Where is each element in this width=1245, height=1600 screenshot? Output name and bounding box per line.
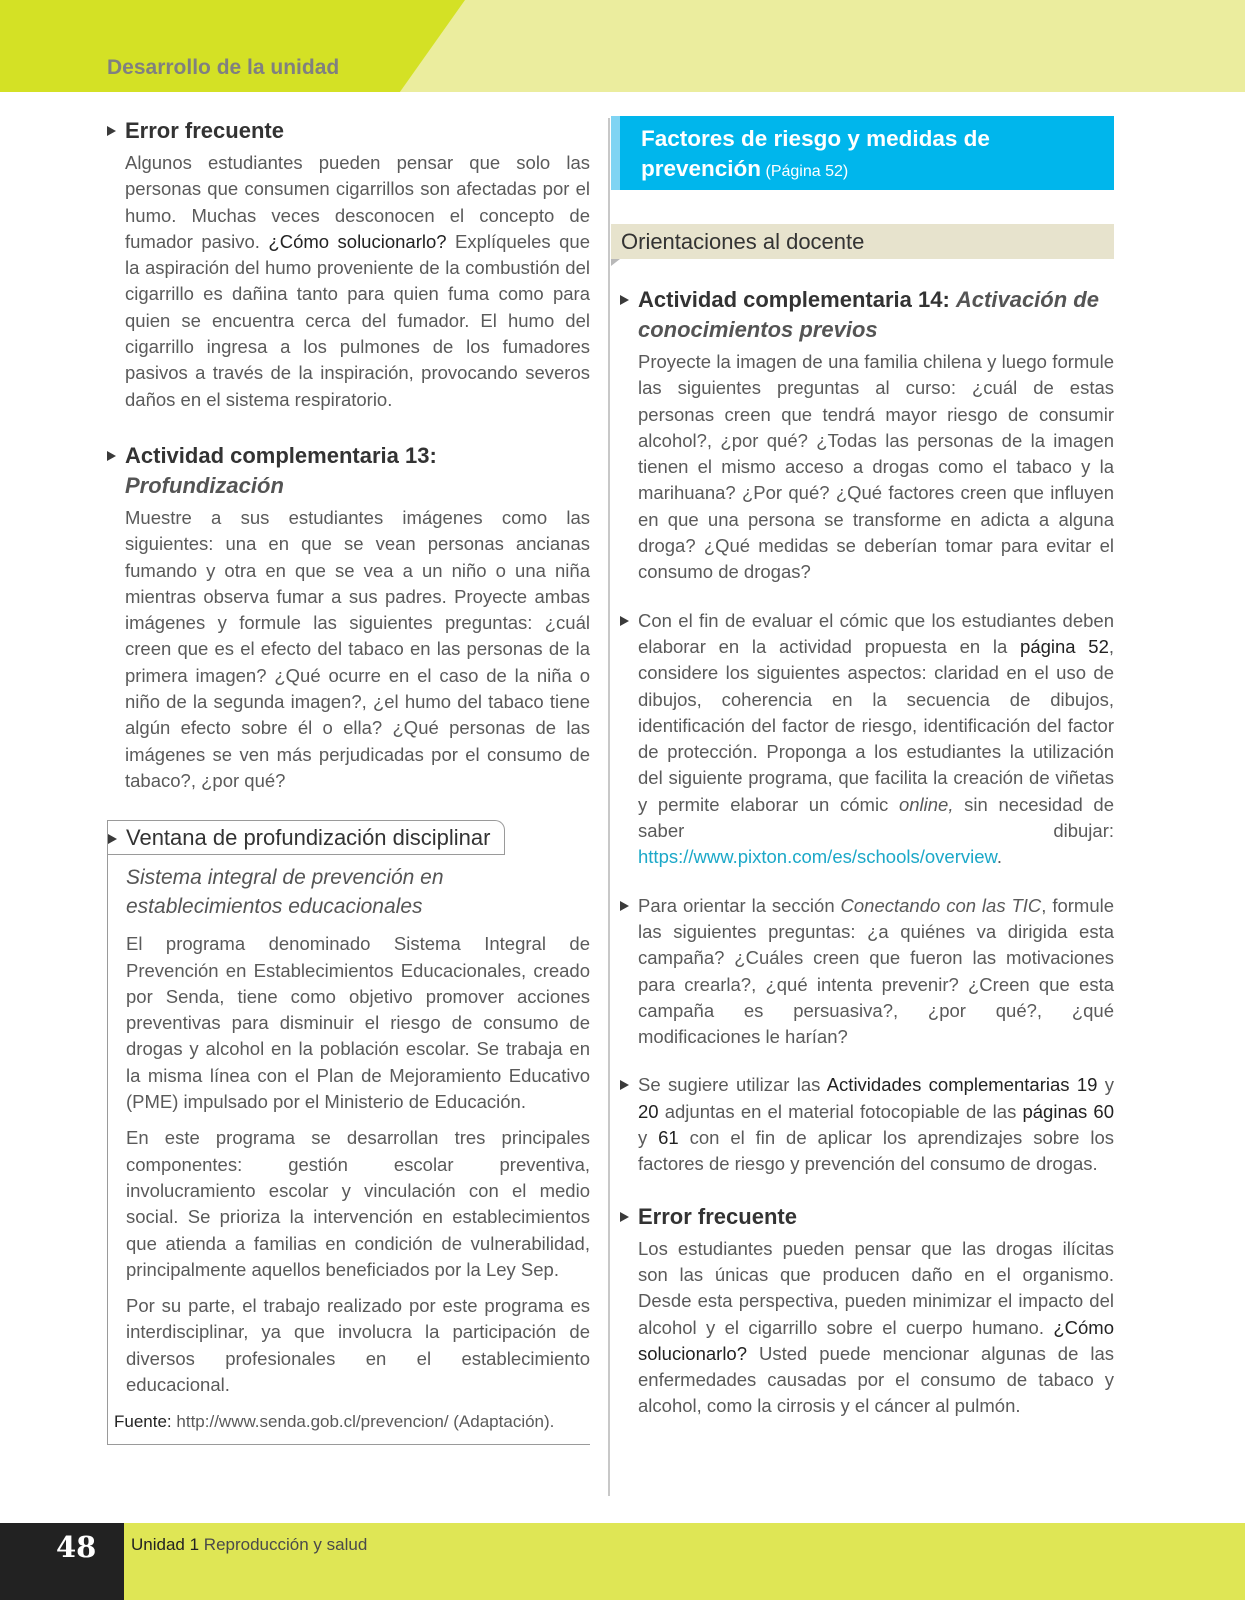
error-heading: Error frecuente [107, 116, 590, 146]
error-paragraph: Algunos estudiantes pueden pensar que solo las personas que consumen cigarrillos son afectadas por el humo. Muchas veces desconocen el concepto de fumador pasivo. ¿Cómo solucionarlo? Explíqueles que la aspiración del humo proveniente de la combustión del cigarrillo es dañina tanto para quien fuma como para quien se encuentra cerca del fumador. El humo del cigarrillo ingresa a los pulmones de los fumadores pasivos a través de la inspiración, provocando severos daños en el sistema respiratorio. [125, 152, 591, 410]
ventana-subtitle: Sistema integral de prevención en establecimientos educacionales [126, 866, 444, 919]
right-column [620, 116, 1114, 1420]
bullet-actividades: Se sugiere utilizar las Actividades complementarias 19 y 20 adjuntas en el material fotocopiable de las páginas 60 y 61 con el fin de aplicar los aprendizajes sobre los factores de riesgo y prevención del consumo de drogas. [620, 1072, 1114, 1177]
ventana-box [107, 820, 590, 1445]
orientaciones-heading: Orientaciones al docente [611, 224, 1114, 259]
ventana-source: Fuente: http://www.senda.gob.cl/prevencion/ (Adaptación). [114, 1412, 555, 1432]
error-2-heading: Error frecuente [620, 1202, 1114, 1232]
page-number: 48 [56, 1530, 97, 1564]
activity-13-paragraph: Muestre a sus estudiantes imágenes como las siguientes: una en que se vean personas ancianas fumando y otra en que se vea a un niño o una niña mientras observa fumar a sus padres. Proyecte ambas imágenes y formule las siguientes preguntas: ¿cuál creen que es el efecto del tabaco en las personas de la primera imagen? ¿Qué ocurre en el caso de la niña o niño de la segunda imagen?, ¿el humo del tabaco tiene algún efecto sobre él o ella? ¿Qué personas de las imágenes se ven más perjudicadas por el consumo de tabaco?, ¿por qué? [125, 506, 590, 791]
bullet-tic: Para orientar la sección Conectando con las TIC, formule las siguientes preguntas: ¿a quiénes va dirigida esta campaña? ¿Cuáles creen que fueron las motivaciones para crearla?, ¿qué intenta prevenir? ¿Creen que esta campaña es persuasiva?, ¿por qué?, ¿qué modificaciones le harían? [620, 893, 1114, 1051]
activity-14-paragraph: Proyecte la imagen de una familia chilena y luego formule las siguientes preguntas al curso: ¿cuál de estas personas creen que tendrá mayor riesgo de consumir alcohol?, ¿por qué? ¿Todas las personas de la imagen tienen el mismo acceso a drogas como el tabaco y la marihuana? ¿Por qué? ¿Qué factores creen que influyen en que una persona se transforme en adicta a alguna droga? ¿Qué medidas se deberían tomar para evitar el consumo de drogas? [638, 351, 1114, 583]
section-banner: Factores de riesgo y medidas de prevención (Página 52) [611, 116, 1114, 190]
ventana-paragraph-2: En este programa se desarrollan tres principales componentes: gestión escolar preventiva, involucramiento escolar y vinculación con el medio social. Se prioriza la intervención en establecimientos que atienda a familias en condición de vulnerabilidad, principalmente aquellos beneficiados por la Ley Sep. [126, 1127, 590, 1280]
footer-unit: Unidad 1 Reproducción y salud [131, 1535, 368, 1554]
error-2-paragraph: Los estudiantes pueden pensar que las drogas ilícitas son las únicas que producen daño en el organismo. Desde esta perspectiva, pueden minimizar el impacto del alcohol y el cigarrillo sobre el cuerpo humano. ¿Cómo solucionarlo? Usted puede mencionar algunas de las enfermedades causadas por el consumo de tabaco y alcohol, como la cirrosis y el cáncer al pulmón. [638, 1237, 1114, 1417]
activity-13-heading: Actividad complementaria 13: Profundización [107, 441, 590, 501]
bullet-comic: Con el fin de evaluar el cómic que los estudiantes deben elaborar en la actividad propuesta en la página 52, considere los siguientes aspectos: claridad en el uso de dibujos, coherencia en la secuencia de dibujos, identificación del factor de riesgo, identificación del factor de protección. Proponga a los estudiantes la utilización del siguiente programa, que facilita la creación de viñetas y permite elaborar un cómic online, sin necesidad de saber dibujar: https://www.pixton.com/es/schools/overview. [620, 608, 1114, 871]
pixton-link[interactable]: https://www.pixton.com/es/schools/overview [638, 846, 997, 868]
ventana-paragraph-1: El programa denominado Sistema Integral de Prevención en Establecimientos Educacionales, creado por Senda, tiene como objetivo promover acciones preventivas para disminuir el riesgo de consumo de drogas y alcohol en la población escolar. Se trabaja en la misma línea con el Plan de Mejoramiento Educativo (PME) impulsado por el Ministerio de Educación. [126, 933, 590, 1113]
header-title: Desarrollo de la unidad [107, 56, 340, 79]
ventana-paragraph-3: Por su parte, el trabajo realizado por este programa es interdisciplinar, ya que involucra la participación de diversos profesionales en el establecimiento educacional. [126, 1295, 590, 1395]
left-column [107, 116, 590, 1445]
ventana-title: Ventana de profundización disciplinar [108, 820, 505, 855]
activity-14-heading: Actividad complementaria 14: Activación de conocimientos previos [620, 285, 1114, 345]
column-divider [608, 118, 610, 1496]
